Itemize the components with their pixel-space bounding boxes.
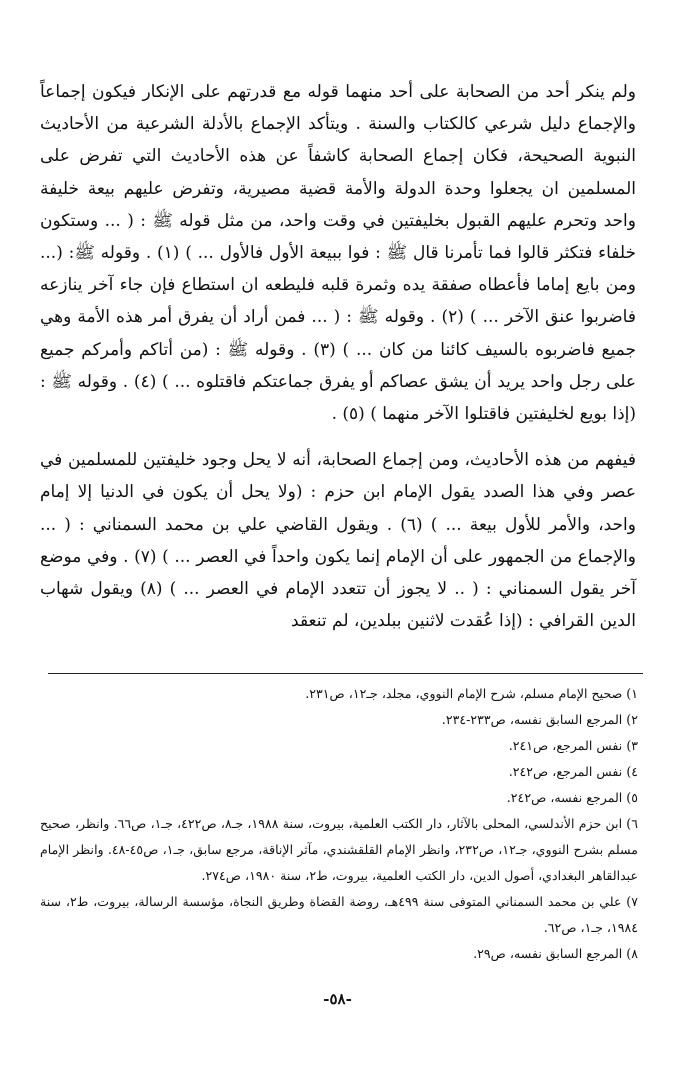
footnote-7: ٧) علي بن محمد السمناني المتوفى سنة ٤٩٩هـ، روضة القضاة وطريق النجاة، مؤسسة الرسالة، بيروت، ط٢، سنة ١٩٨٤، جـ١، ص٦٢. <box>40 894 638 935</box>
page-number: -٥٨- <box>323 990 352 1008</box>
footnote-1: ١) صحيح الإمام مسلم، شرح الإمام النووي، مجلد، جـ١٢، ص٢٣١. <box>305 686 638 701</box>
footnote-6: ٦) ابن حزم الأندلسي، المحلى بالآثار، دار الكتب العلمية، بيروت، سنة ١٩٨٨، جـ٨، ص٤٢٢، جـ١، ص٦٦. وانظر، صحيح مسلم بشرح النووي، جـ١٢، ص٢٣٢، وانظر الإمام القلقشندي، مآثر الإناقة، مرجع سابق، جـ١، ص٤٥-٤٨. وانظر الإمام عبدالقاهر البغدادي، أصول الدين، دار الكتب العلمية، بيروت، ط٢، سنة ١٩٨٠، ص٢٧٤. <box>40 816 639 883</box>
paragraph-1: ولم ينكر أحد من الصحابة على أحد منهما قوله مع قدرتهم على الإنكار فيكون إجماعاً والإجماع دليل شرعي كالكتاب والسنة . ويتأكد الإجماع بالأدلة الشرعية من الأحاديث النبوية الصحيحة، فكان إجماع الصحابة كاشفاً عن هذه الأحاديث التي تفرض على المسلمين ان يجعلوا وحدة الدولة والأمة قضية مصيرية، وتفرض عليهم بيعة خليفة واحد وتحرم عليهم القبول بخليفتين في وقت واحد، من مثل قوله ﷺ : ( ... وستكون خلفاء فتكثر قالوا فما تأمرنا قال ﷺ : فوا ببيعة الأول فالأول ... ) (١) . وقوله ﷺ: (... ومن بايع إماما فأعطاه صفقة يده وثمرة قلبه فليطعه ان استطاع فإن جاء آخر ينازعه فاضربوا عنق الآخر ... ) (٢) . وقوله ﷺ : ( ... فمن أراد أن يفرق أمر هذه الأمة وهي جميع فاضربوه بالسيف كائنا من كان ... ) (٣) . وقوله ﷺ : (من أتاكم وأمركم جميع على رجل واحد يريد أن يشق عصاكم أو يفرق جماعتكم فاقتلوه ... ) (٤) . وقوله ﷺ : (إذا بويع لخليفتين فاقتلوا الآخر منهما ) (٥) . <box>40 82 637 425</box>
footnote-2: ٢) المرجع السابق نفسه، ص٢٣٣-٢٣٤. <box>441 712 638 727</box>
footnote-4: ٤) نفس المرجع، ص٢٤٢. <box>508 764 638 779</box>
footnote-3: ٣) نفس المرجع، ص٢٤١. <box>508 738 638 753</box>
footnote-8: ٨) المرجع السابق نفسه، ص٢٩. <box>473 946 638 961</box>
footnote-separator <box>48 673 643 674</box>
footnote-5: ٥) المرجع نفسه، ص٢٤٢. <box>506 790 638 805</box>
main-text <box>40 76 636 637</box>
footnotes <box>40 681 638 967</box>
paragraph-2: فيفهم من هذه الأحاديث، ومن إجماع الصحابة، أنه لا يحل وجود خليفتين للمسلمين في عصر وفي هذا الصدد يقول الإمام ابن حزم : (ولا يحل أن يكون في الدنيا إلا إمام واحد، والأمر للأول بيعة ... ) (٦) . ويقول القاضي علي بن محمد السمناني : ( ... والإجماع من الجمهور على أن الإمام إنما يكون واحداً في العصر ... ) (٧) . وفي موضع آخر يقول السمناني : ( .. لا يجوز أن تتعدد الإمام في العصر ... ) (٨) ويقول شهاب الدين القرافي : (إذا عُقدت لاثنين ببلدين، لم تنعقد <box>40 450 636 632</box>
